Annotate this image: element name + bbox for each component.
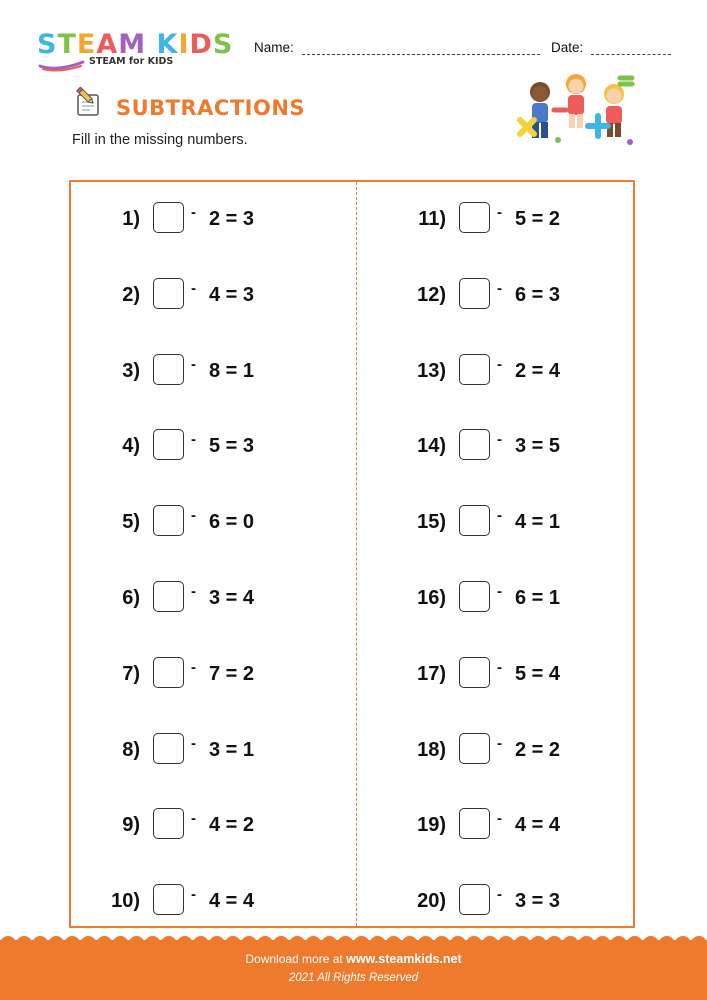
equation-rest: 3 = 3 [515,890,561,913]
minus-sign: - [497,810,502,828]
equation-rest: 3 = 4 [209,587,255,609]
minus-sign: - [191,204,196,221]
minus-sign: - [497,658,502,676]
steam-kids-logo [37,30,237,74]
problem-row [358,733,635,773]
problem-number: 16) [417,587,446,609]
answer-box[interactable] [459,657,490,688]
minus-sign: - [191,355,196,373]
answer-box[interactable] [459,884,490,915]
problem-row [358,354,635,394]
answer-box[interactable] [153,657,184,688]
equation-rest: 6 = 1 [515,587,561,609]
logo-letter: K [156,29,179,60]
answer-box[interactable] [459,354,490,385]
problem-row [358,808,635,848]
problem-row [358,581,635,621]
answer-box[interactable] [459,278,490,309]
footer-band [0,940,707,1000]
equation-rest: 6 = 3 [515,283,561,306]
logo-subtitle: STEAM for KIDS [89,56,174,67]
date-field[interactable] [591,54,671,55]
minus-sign: - [191,886,196,904]
minus-sign: - [497,279,502,297]
footer-download-text: Download more at [245,952,343,966]
minus-sign: - [497,507,502,525]
problem-row [69,505,356,545]
minus-sign: - [497,886,502,904]
logo-letter: I [178,29,190,60]
answer-box[interactable] [459,581,490,612]
equation-rest: 4 = 4 [515,814,561,837]
equation-rest: 7 = 2 [209,662,255,685]
problem-number: 6) [122,587,140,609]
problem-row [358,657,635,697]
answer-box[interactable] [153,354,184,385]
problem-row [69,202,356,242]
column-divider [356,182,357,926]
minus-sign: - [497,204,502,221]
problem-number: 15) [417,511,446,534]
problem-number: 10) [111,890,140,913]
problem-row [358,429,635,469]
answer-box[interactable] [459,733,490,764]
equation-rest: 5 = 4 [515,662,561,685]
problem-row [69,657,356,697]
pencil-paper-icon [72,87,104,119]
problem-number: 7) [122,662,140,685]
instruction-text: Fill in the missing numbers. [72,132,248,148]
problem-row [358,278,635,318]
problem-row [69,733,356,773]
problem-row [358,505,635,545]
answer-box[interactable] [153,884,184,915]
minus-sign: - [191,507,196,525]
minus-sign: - [497,734,502,752]
footer-rights: 2021 All Rights Reserved [288,972,419,984]
equation-rest: 8 = 1 [209,359,255,382]
problem-row [69,429,356,469]
logo-letter: E [76,29,97,60]
problem-number: 1) [122,208,140,230]
problem-number: 12) [417,283,446,306]
equation-rest: 5 = 3 [209,435,255,458]
logo-letter: S [37,29,58,60]
equation-rest: 2 = 2 [515,738,561,761]
answer-box[interactable] [459,505,490,536]
answer-box[interactable] [459,202,490,233]
equation-rest: 2 = 4 [515,359,561,382]
answer-box[interactable] [153,581,184,612]
name-label: Name: [254,40,294,55]
logo-letter: M [118,29,147,60]
problem-number: 17) [417,662,446,685]
footer-download [0,952,707,966]
minus-sign: - [497,431,502,449]
problem-row [358,202,635,242]
minus-sign: - [191,658,196,676]
equation-rest: 5 = 2 [515,208,561,230]
minus-sign: - [191,279,196,297]
problem-row [69,354,356,394]
name-field[interactable] [302,54,540,55]
problem-row [69,884,356,924]
answer-box[interactable] [153,429,184,460]
section-title: SUBTRACTIONS [116,96,306,120]
equation-rest: 4 = 3 [209,283,255,306]
answer-box[interactable] [153,278,184,309]
logo-letter: T [57,29,77,60]
answer-box[interactable] [153,505,184,536]
problem-number: 14) [417,435,446,458]
problem-number: 3) [122,359,140,382]
problem-number: 2) [122,283,140,306]
equation-rest: 2 = 3 [209,208,255,230]
logo-letter: A [96,29,119,60]
problem-number: 13) [417,359,446,382]
equation-rest: 6 = 0 [209,511,255,534]
problem-number: 11) [418,208,446,230]
equation-rest: 3 = 1 [209,738,255,761]
answer-box[interactable] [153,202,184,233]
minus-sign: - [191,734,196,752]
problem-row [69,278,356,318]
minus-sign: - [191,431,196,449]
problem-number: 4) [122,435,140,458]
problem-number: 9) [122,814,140,837]
problem-number: 19) [417,814,446,837]
logo-letter: S [212,29,234,60]
answer-box[interactable] [459,429,490,460]
footer-site-link[interactable]: www.steamkids.net [346,952,462,966]
minus-sign: - [191,810,196,828]
problem-row [358,884,635,924]
minus-sign: - [497,583,502,600]
equation-rest: 4 = 1 [515,511,561,534]
logo-letter: D [189,29,213,60]
problem-number: 5) [122,511,140,534]
answer-box[interactable] [153,733,184,764]
answer-box[interactable] [153,808,184,839]
problem-number: 8) [122,738,140,761]
minus-sign: - [497,355,502,373]
equation-rest: 3 = 5 [515,435,561,458]
kids-math-illustration [514,70,640,154]
problem-row [69,808,356,848]
problem-number: 18) [417,738,446,761]
equation-rest: 4 = 2 [209,814,255,837]
problem-number: 20) [417,890,446,913]
answer-box[interactable] [459,808,490,839]
logo-swoosh-icon [37,54,87,72]
equation-rest: 4 = 4 [209,890,255,913]
minus-sign: - [191,583,196,600]
date-label: Date: [551,40,584,55]
problem-row [69,581,356,621]
